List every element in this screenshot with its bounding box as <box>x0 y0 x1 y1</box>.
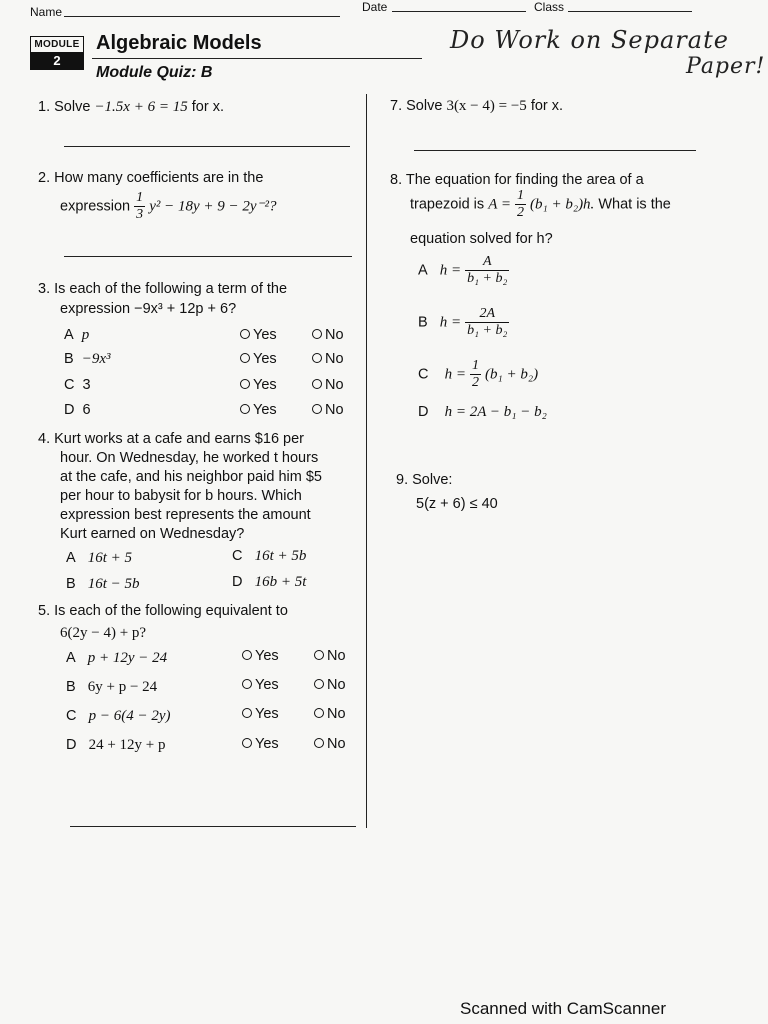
class-field[interactable] <box>568 11 692 12</box>
q5-d-no[interactable] <box>314 736 346 752</box>
radio-icon <box>242 738 252 748</box>
radio-icon <box>314 650 324 660</box>
radio-icon <box>242 708 252 718</box>
frac-num: 2A <box>465 306 509 323</box>
q4-option-d[interactable] <box>232 574 306 591</box>
question-5 <box>38 601 288 621</box>
option-letter: D <box>232 574 243 590</box>
q2-frac-den: 3 <box>136 207 144 222</box>
option-value: 16t + 5 <box>87 550 133 566</box>
option-value: p + 12y − 24 <box>87 650 168 666</box>
q3-c-yes[interactable] <box>240 377 277 393</box>
frac-num: A <box>465 254 509 271</box>
q5-c-yes[interactable] <box>242 706 279 722</box>
option-letter: A <box>66 550 76 566</box>
handwritten-note-line2: Paper! <box>686 54 766 79</box>
q3-text: Is each of the following a term of the <box>54 281 288 297</box>
radio-icon <box>242 679 252 689</box>
option-lhs: h = <box>439 314 462 331</box>
q2-fraction <box>134 190 145 223</box>
q2-text: How many coefficients are in the <box>54 170 264 186</box>
q3-a-no[interactable] <box>312 327 344 343</box>
q7-answer-line[interactable] <box>414 150 696 151</box>
q3-b-yes[interactable] <box>240 351 277 367</box>
q7-text: Solve <box>406 98 443 114</box>
option-lhs: h = <box>444 366 466 383</box>
option-lhs: h = <box>439 262 462 279</box>
yes-label: Yes <box>255 736 279 752</box>
option-letter: A <box>66 650 76 666</box>
q4-option-b[interactable] <box>66 576 140 593</box>
q2-text2: expression <box>60 198 131 215</box>
question-3 <box>38 279 287 299</box>
q1-number: 1. <box>38 99 51 115</box>
q2-answer-line[interactable] <box>64 256 352 257</box>
date-label: Date <box>362 0 388 14</box>
q5-expr: 6(2y − 4) + p? <box>60 625 147 641</box>
q4-line-2: hour. On Wednesday, he worked t hours <box>60 450 319 466</box>
q4-line-4: per hour to babysit for b hours. Which <box>60 488 302 504</box>
column-divider <box>366 94 367 828</box>
q2-expression-line <box>60 190 276 223</box>
no-label: No <box>327 706 346 722</box>
option-value: 16t + 5b <box>254 548 307 564</box>
no-label: No <box>325 351 344 367</box>
module-label: MODULE <box>34 39 80 50</box>
question-9 <box>396 470 452 490</box>
q4-line-3: at the cafe, and his neighbor paid him $5 <box>60 469 322 485</box>
q9-number: 9. <box>396 472 409 488</box>
q3-text2: expression −9x³ + 12p + 6? <box>60 301 237 317</box>
option-letter: D <box>66 737 77 753</box>
q4-line-1: Kurt works at a cafe and earns $16 per <box>54 431 304 447</box>
q5-number: 5. <box>38 603 51 619</box>
q1-suffix: for x. <box>191 99 224 115</box>
yes-label: Yes <box>255 706 279 722</box>
q4-option-a[interactable] <box>66 550 132 567</box>
name-field[interactable] <box>64 16 340 17</box>
q3-c-no[interactable] <box>312 377 344 393</box>
q7-expression: 3(x − 4) = −5 <box>446 98 527 114</box>
radio-icon <box>314 679 324 689</box>
handwritten-note-line1: Do Work on Separate <box>450 26 729 54</box>
no-label: No <box>325 377 344 393</box>
q8-text2a: trapezoid is <box>410 196 485 213</box>
q2-expression: y² − 18y + 9 − 2y⁻²? <box>149 198 277 215</box>
radio-icon <box>314 738 324 748</box>
option-value: p − 6(4 − 2y) <box>88 708 171 724</box>
q5-d-yes[interactable] <box>242 736 279 752</box>
no-label: No <box>325 327 344 343</box>
q2-number: 2. <box>38 170 51 186</box>
option-letter: B <box>418 314 428 331</box>
option-letter: A <box>64 327 74 343</box>
q5-text: Is each of the following equivalent to <box>54 603 288 619</box>
option-value: 16b + 5t <box>254 574 307 590</box>
yes-label: Yes <box>253 377 277 393</box>
frac-den: 2 <box>472 375 480 390</box>
yes-label: Yes <box>253 351 277 367</box>
q4-option-c[interactable] <box>232 548 306 565</box>
q5-answer-line[interactable] <box>70 826 356 827</box>
option-fraction <box>465 254 509 287</box>
option-fraction <box>465 306 509 339</box>
scanner-watermark: Scanned with CamScanner <box>460 999 667 1018</box>
name-label: Name <box>30 5 63 19</box>
option-letter: B <box>64 351 74 367</box>
q3-number: 3. <box>38 281 51 297</box>
option-letter: B <box>66 576 76 592</box>
q7-suffix: for x. <box>530 98 564 114</box>
option-value: 16t − 5b <box>87 576 140 592</box>
radio-icon <box>240 329 250 339</box>
option-letter: C <box>418 366 429 383</box>
option-letter: D <box>64 402 75 418</box>
q8-option-c[interactable] <box>418 358 538 391</box>
radio-icon <box>240 379 250 389</box>
q8-option-a[interactable] <box>418 254 509 287</box>
q3-b-no[interactable] <box>312 351 344 367</box>
question-8 <box>390 170 644 190</box>
option-letter: D <box>418 404 429 420</box>
option-lhs: h = 2A − b₁ − b₂ <box>444 404 547 420</box>
yes-label: Yes <box>255 677 279 693</box>
option-value: p <box>81 327 90 343</box>
radio-icon <box>314 708 324 718</box>
option-value: 6 <box>82 402 91 418</box>
frac-den: b₁ + b₂ <box>467 271 508 286</box>
option-letter: A <box>418 262 428 279</box>
q3-d-yes[interactable] <box>240 402 277 418</box>
q8-text3: equation solved for h? <box>410 231 553 247</box>
q5-c-no[interactable] <box>314 706 346 722</box>
no-label: No <box>325 402 344 418</box>
option-value: 6y + p − 24 <box>87 679 158 695</box>
q5-option-b <box>66 679 157 696</box>
q8-fraction <box>515 188 526 221</box>
option-value: −9x³ <box>81 351 111 367</box>
q3-d-no[interactable] <box>312 402 344 418</box>
q5-b-no[interactable] <box>314 677 346 693</box>
q3-option-a <box>64 327 89 344</box>
page-subtitle: Module Quiz: B <box>96 64 213 81</box>
q8-option-d[interactable] <box>418 404 547 421</box>
question-2 <box>38 168 263 188</box>
question-1 <box>38 97 224 117</box>
option-letter: B <box>66 679 76 695</box>
q8-text: The equation for finding the area of a <box>405 172 644 188</box>
no-label: No <box>327 677 346 693</box>
q5-b-yes[interactable] <box>242 677 279 693</box>
q8-text2b: What is the <box>598 196 671 213</box>
q3-option-b <box>64 351 111 368</box>
option-fraction <box>470 358 481 391</box>
q9-expression: 5(z + 6) ≤ 40 <box>416 496 498 512</box>
module-number: 2 <box>31 52 83 69</box>
radio-icon <box>312 329 322 339</box>
q8-option-b[interactable] <box>418 306 509 339</box>
q9-text: Solve: <box>412 472 453 488</box>
yes-label: Yes <box>253 402 277 418</box>
radio-icon <box>240 353 250 363</box>
q3-option-d <box>64 402 91 418</box>
q7-number: 7. <box>390 98 403 114</box>
date-field[interactable] <box>392 11 526 12</box>
q1-text: Solve <box>54 99 91 115</box>
q5-option-d <box>66 737 166 754</box>
q4-line-6: Kurt earned on Wednesday? <box>60 526 245 542</box>
option-letter: C <box>64 377 75 393</box>
q8-frac-den: 2 <box>516 205 524 220</box>
q5-option-a <box>66 650 167 667</box>
radio-icon <box>242 650 252 660</box>
q8-number: 8. <box>390 172 403 188</box>
q5-expression <box>60 623 146 643</box>
q5-a-yes[interactable] <box>242 648 279 664</box>
radio-icon <box>312 379 322 389</box>
no-label: No <box>327 736 346 752</box>
option-value: 24 + 12y + p <box>88 737 166 753</box>
title-rule <box>92 58 422 59</box>
yes-label: Yes <box>253 327 277 343</box>
radio-icon <box>312 353 322 363</box>
radio-icon <box>240 404 250 414</box>
q1-expression: −1.5x + 6 = 15 <box>94 99 188 115</box>
option-rest: (b₁ + b₂) <box>485 366 539 383</box>
q4-number: 4. <box>38 431 51 447</box>
no-label: No <box>327 648 346 664</box>
option-letter: C <box>66 708 77 724</box>
question-4 <box>38 429 304 449</box>
q8-lhs: A = <box>488 196 511 213</box>
option-value: 3 <box>82 377 91 393</box>
q8-frac-num: 1 <box>516 188 524 203</box>
question-7 <box>390 96 563 116</box>
radio-icon <box>312 404 322 414</box>
page-title: Algebraic Models <box>96 32 262 54</box>
q5-option-c <box>66 708 170 725</box>
frac-den: b₁ + b₂ <box>467 323 508 338</box>
yes-label: Yes <box>255 648 279 664</box>
q1-answer-line[interactable] <box>64 146 350 147</box>
q2-frac-num: 1 <box>136 190 144 205</box>
option-letter: C <box>232 548 243 564</box>
frac-num: 1 <box>472 358 480 373</box>
q3-a-yes[interactable] <box>240 327 277 343</box>
module-badge <box>30 36 84 70</box>
q8-formula-line <box>410 188 671 221</box>
q5-a-no[interactable] <box>314 648 346 664</box>
q4-line-5: expression best represents the amount <box>60 507 311 523</box>
class-label: Class <box>534 0 565 14</box>
q3-option-c <box>64 377 91 393</box>
q8-rhs: (b₁ + b₂)h. <box>530 196 595 213</box>
